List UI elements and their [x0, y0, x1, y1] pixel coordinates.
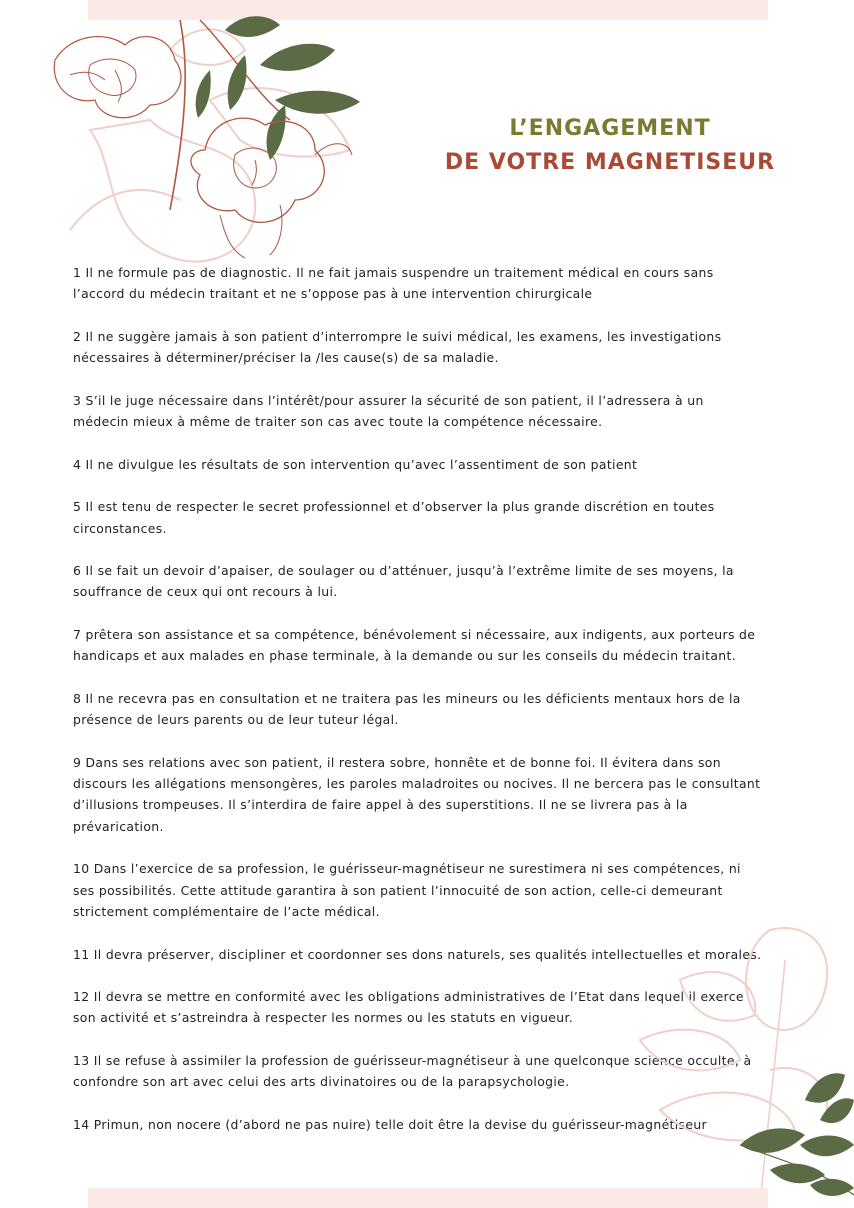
article-6: 6 Il se fait un devoir d’apaiser, de soulager ou d’atténuer, jusqu’à l’extrême limite de ses moyens, la souffrance de ceux qui ont recours à lui.: [73, 563, 734, 600]
article-8: 8 Il ne recevra pas en consultation et ne traitera pas les mineurs ou les déficients mentaux hors de la présence de leurs parents ou de leur tuteur légal.: [73, 690, 741, 728]
floral-illustration-bottom: [620, 920, 854, 1208]
article-5: 5 Il est tenu de respecter le secret professionnel et d’observer la plus grande discrétion en toutes circonstances.: [73, 499, 715, 536]
article-7: 7 prêtera son assistance et sa compétence, bénévolement si nécessaire, aux indigents, aux porteurs de handicaps et aux malades en phase terminale, à la demande ou sur les conseils du médecin traitant.: [73, 627, 756, 664]
article-12: 12 Il devra se mettre en conformité avec les obligations administratives de l’Etat dans lequel il exerce son activité et s’astreindra à respecter les normes ou les statuts en vigueur.: [73, 989, 744, 1026]
article-1: 1 Il ne formule pas de diagnostic. Il ne fait jamais suspendre un traitement médical en cours sans l’accord du médecin traitant et ne s’oppose pas à une intervention chirurgicale: [73, 265, 714, 302]
article-4: 4 Il ne divulgue les résultats de son intervention qu’avec l’assentiment de son patient: [73, 456, 638, 472]
title-block: [440, 112, 780, 180]
floral-illustration-top: [30, 10, 380, 270]
bottom-decorative-band: [88, 1188, 768, 1208]
page-title-line2: DE VOTRE MAGNETISEUR: [444, 150, 776, 175]
article-10: 10 Dans l’exercice de sa profession, le guérisseur-magnétiseur ne surestimera ni ses compétences, ni ses possibilités. Cette attitude garantira à son patient l’innocuité de son action, celle-ci demeurant strictement complémentaire de l’acte médical.: [73, 861, 741, 919]
article-14: 14 Primun, non nocere (d’abord ne pas nuire) telle doit être la devise du guérisseur-magnétiseur: [73, 1116, 707, 1132]
article-11: 11 Il devra préserver, discipliner et coordonner ses dons naturels, ses qualités intellectuelles et morales.: [73, 946, 762, 962]
article-3: 3 S’il le juge nécessaire dans l’intérêt/pour assurer la sécurité de son patient, il l’adressera à un médecin mieux à même de traiter son cas avec toute la compétence nécessaire.: [73, 392, 704, 430]
article-2: 2 Il ne suggère jamais à son patient d’interrompre le suivi médical, les examens, les investigations nécessaires à déterminer/préciser la /les cause(s) de sa maladie.: [73, 328, 722, 366]
article-9: 9 Dans ses relations avec son patient, il restera sobre, honnête et de bonne foi. Il évitera dans son discours les allégations mensongères, les paroles maladroites ou nocives. Il ne bercera pas le consultant d’illusions trompeuses. Il s’interdira de faire appel à des superstitions. Il ne se livrera pas à la prévarication.: [73, 754, 761, 834]
page-title-line1: L’ENGAGEMENT: [509, 116, 711, 141]
article-13: 13 Il se refuse à assimiler la profession de guérisseur-magnétiseur à une quelconque science occulte, à confondre son art avec celui des arts divinatoires ou de la parapsychologie.: [73, 1052, 752, 1090]
